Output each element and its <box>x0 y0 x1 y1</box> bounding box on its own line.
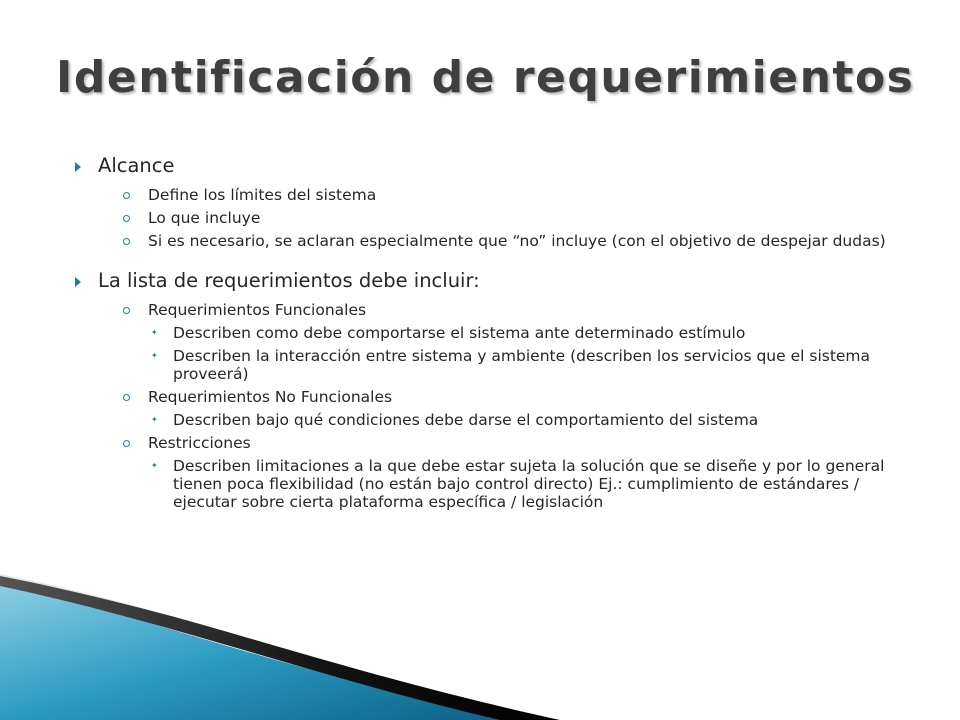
circle-bullet-icon <box>123 238 130 245</box>
detail-bullet <box>98 324 904 342</box>
detail-bullet-text: Describen limitaciones a la que debe estar sujeta la solución que se diseñe y por lo general tienen poca flexibilidad (no están bajo control directo) Ej.: cumplimiento de estándares / ejecutar sobre cierta plataforma específica / legislación <box>173 457 885 511</box>
sub-bullet-text: Restricciones <box>148 434 251 452</box>
sub-bullet <box>98 186 904 204</box>
detail-bullet <box>98 457 904 511</box>
sub-bullet <box>98 232 904 250</box>
detail-bullet-text: Describen bajo qué condiciones debe darse el comportamiento del sistema <box>173 411 759 429</box>
bullet-heading: Alcance <box>98 154 175 177</box>
sub-bullet-text: Si es necesario, se aclaran especialmente que “no” incluye (con el objetivo de despejar dudas) <box>148 232 886 250</box>
diamond-bullet-icon: ✦ <box>151 461 158 470</box>
detail-bullet-text: Describen la interacción entre sistema y ambiente (describen los servicios que el sistema proveerá) <box>173 347 871 383</box>
circle-bullet-icon <box>123 440 130 447</box>
triangle-bullet-icon <box>75 277 81 287</box>
sub-bullet-text: Requerimientos Funcionales <box>148 301 367 319</box>
detail-bullet <box>98 411 904 429</box>
sub-bullet <box>98 434 904 452</box>
sub-bullet <box>98 388 904 406</box>
bullet-lista-requerimientos <box>74 269 904 511</box>
sub-bullet <box>98 209 904 227</box>
sub-bullet-text: Define los límites del sistema <box>148 186 377 204</box>
slide-title: Identificación de requerimientos <box>56 52 915 103</box>
diamond-bullet-icon: ✦ <box>151 328 158 337</box>
diamond-bullet-icon: ✦ <box>151 351 158 360</box>
slide-body <box>74 154 904 511</box>
detail-bullet <box>98 347 904 383</box>
sub-bullet <box>98 301 904 319</box>
triangle-bullet-icon <box>75 162 81 172</box>
sub-bullet-text: Lo que incluye <box>148 209 261 227</box>
sub-bullet-text: Requerimientos No Funcionales <box>148 388 393 406</box>
circle-bullet-icon <box>123 307 130 314</box>
circle-bullet-icon <box>123 215 130 222</box>
diamond-bullet-icon: ✦ <box>151 415 158 424</box>
circle-bullet-icon <box>123 192 130 199</box>
detail-bullet-text: Describen como debe comportarse el sistema ante determinado estímulo <box>173 324 746 342</box>
circle-bullet-icon <box>123 394 130 401</box>
corner-decoration <box>0 560 960 720</box>
bullet-heading: La lista de requerimientos debe incluir: <box>98 269 480 292</box>
bullet-alcance <box>74 154 904 250</box>
